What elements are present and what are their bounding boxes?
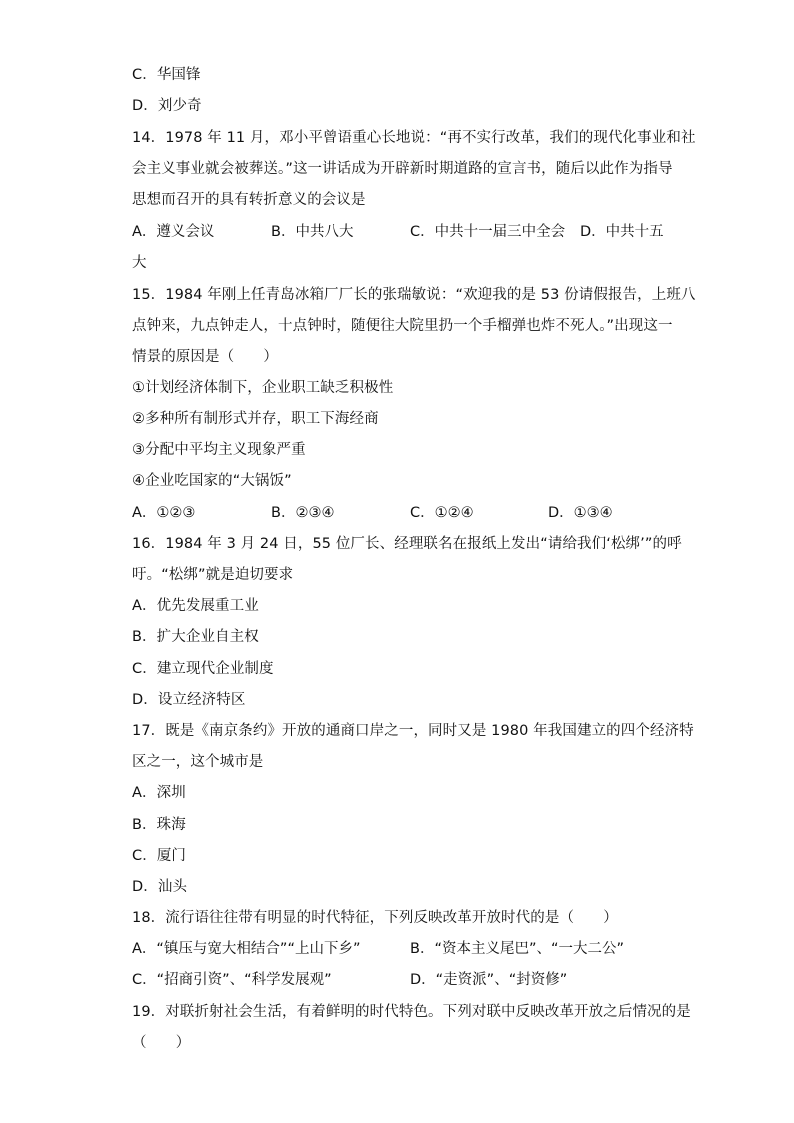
q16-stem-line-2: 吁。“松绑”就是迫切要求 [132,567,294,583]
q15-option-d[interactable]: D．①③④ [548,505,613,521]
q16-option-b[interactable]: B．扩大企业自主权 [132,629,259,645]
q17-option-a[interactable]: A．深圳 [132,785,186,801]
q18-option-c[interactable]: C．“招商引资”、“科学发展观” [132,972,332,988]
q15-item-3: ③分配中平均主义现象严重 [132,442,306,458]
q15-item-4: ④企业吃国家的“大锅饭” [132,473,292,489]
q17-option-d[interactable]: D．汕头 [132,879,188,895]
q15-option-c[interactable]: C．①②④ [410,505,474,521]
q15-option-a[interactable]: A．①②③ [132,505,196,521]
q17-stem-line-1: 17．既是《南京条约》开放的通商口岸之一，同时又是 1980 年我国建立的四个经济特 [132,723,694,739]
q15-item-1: ①计划经济体制下，企业职工缺乏积极性 [132,380,394,396]
q14-option-c[interactable]: C．中共十一届三中全会 [410,224,566,240]
q16-option-d[interactable]: D．设立经济特区 [132,692,246,708]
q14-option-d-wrap: 大 [132,255,147,271]
q15-stem-line-3: 情景的原因是（ ） [132,349,278,365]
q15-option-b[interactable]: B．②③④ [271,505,335,521]
q17-option-b[interactable]: B．珠海 [132,817,186,833]
q14-option-d[interactable]: D．中共十五 [580,224,664,240]
q17-option-c[interactable]: C．厦门 [132,848,187,864]
q16-stem-line-1: 16．1984 年 3 月 24 日，55 位厂长、经理联名在报纸上发出“请给我们‘松绑’”的呼 [132,536,682,552]
q14-stem-line-1: 14．1978 年 11 月，邓小平曾语重心长地说：“再不实行改革，我们的现代化事业和社 [132,130,696,146]
q18-option-a[interactable]: A．“镇压与宽大相结合”“上山下乡” [132,941,361,957]
q14-stem-line-3: 思想而召开的具有转折意义的会议是 [132,192,366,208]
q19-stem-line-2: （ ） [132,1035,191,1051]
q18-option-d[interactable]: D．“走资派”、“封资修” [410,972,568,988]
q15-item-2: ②多种所有制形式并存，职工下海经商 [132,411,379,427]
option-d-prev[interactable]: D．刘少奇 [132,98,202,114]
q18-stem-line-1: 18．流行语往往带有明显的时代特征，下列反映改革开放时代的是（ ） [132,910,618,926]
q19-stem-line-1: 19．对联折射社会生活，有着鲜明的时代特色。下列对联中反映改革开放之后情况的是 [132,1004,691,1020]
q17-stem-line-2: 区之一，这个城市是 [132,754,264,770]
q16-option-a[interactable]: A．优先发展重工业 [132,598,259,614]
q14-option-a[interactable]: A．遵义会议 [132,224,215,240]
q14-option-b[interactable]: B．中共八大 [271,224,354,240]
q15-stem-line-1: 15．1984 年刚上任青岛冰箱厂厂长的张瑞敏说：“欢迎我的是 53 份请假报告，上班八 [132,287,696,303]
q18-option-b[interactable]: B．“资本主义尾巴”、“一大二公” [410,941,624,957]
q14-stem-line-2: 会主义事业就会被葬送。”这一讲话成为开辟新时期道路的宣言书，随后以此作为指导 [132,161,673,177]
q15-stem-line-2: 点钟来，九点钟走人，十点钟时，随便往大院里扔一个手榴弹也炸不死人。”出现这一 [132,318,673,334]
q16-option-c[interactable]: C．建立现代企业制度 [132,661,274,677]
option-c-prev[interactable]: C．华国锋 [132,67,201,83]
